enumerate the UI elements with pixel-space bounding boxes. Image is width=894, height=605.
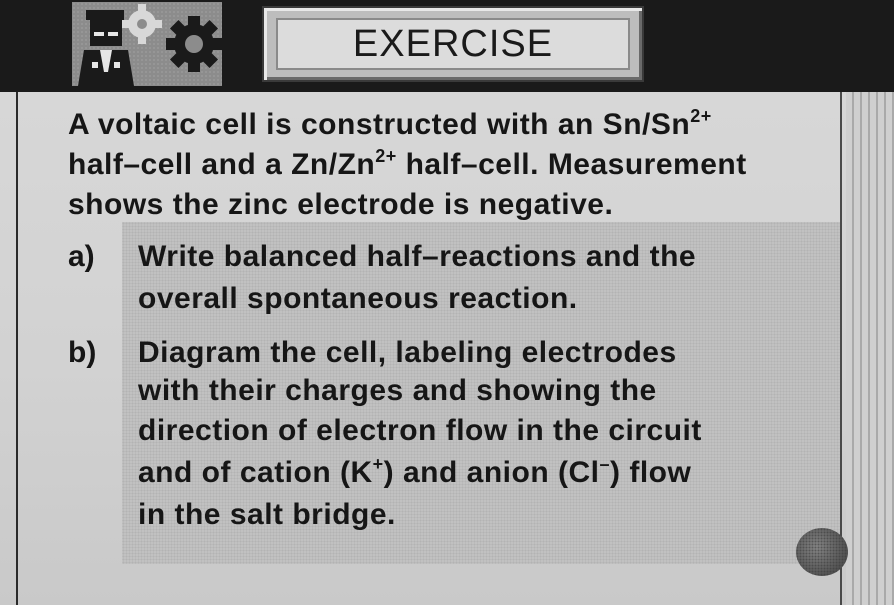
- title-box: [262, 6, 644, 82]
- part-a-line-2: overall spontaneous reaction.: [138, 282, 578, 315]
- right-frame-line: [840, 92, 842, 605]
- gear-icon: [122, 4, 162, 44]
- left-frame-line: [16, 92, 18, 605]
- part-b-line-5: in the salt bridge.: [138, 498, 396, 531]
- large-gear-icon: [166, 16, 222, 72]
- intro-line-1: A voltaic cell is constructed with an $Sn/Sn^{2+}$: [68, 106, 712, 141]
- intro-line-2: half–cell and a $Zn/Zn^{2+}$ half–cell. Measurement: [68, 146, 747, 181]
- intro-line-3: shows the zinc electrode is negative.: [68, 188, 614, 221]
- part-b-line-2: with their charges and showing the: [138, 374, 657, 407]
- page-title: EXERCISE: [352, 22, 554, 65]
- part-b-line-3: direction of electron flow in the circuit: [138, 414, 702, 447]
- part-b-line-1: Diagram the cell, labeling electrodes: [138, 336, 677, 369]
- part-b-line-4: and of cation (K+) and anion (Cl–) flow: [138, 454, 692, 489]
- header-bar: [0, 0, 894, 92]
- right-frame-stripes: [846, 92, 894, 605]
- part-b-label: b): [68, 336, 97, 369]
- title-inner-panel: [276, 18, 630, 70]
- part-a-line-1: Write balanced half–reactions and the: [138, 240, 697, 273]
- logo-graphic: [72, 2, 222, 86]
- bullet-dot-icon: [796, 528, 848, 576]
- part-a-label: a): [68, 240, 95, 273]
